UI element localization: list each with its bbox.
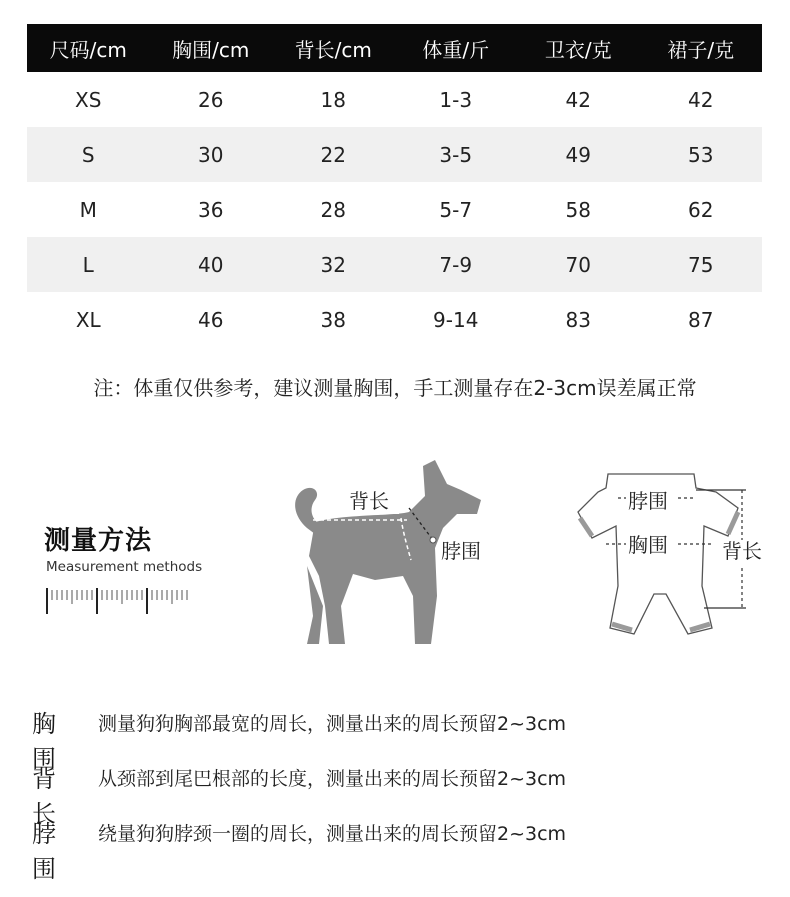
table-cell: 38 [320,307,346,332]
header-back-length: 背长/cm [272,24,395,72]
table-cell: 62 [688,197,714,222]
table-cell: 30 [150,127,273,182]
table-cell: 3-5 [395,127,518,182]
header-size: 尺码/cm [27,24,150,72]
table-cell: S [27,127,150,182]
measurement-method-subtitle: Measurement methods [46,559,203,575]
header-chest: 胸围/cm [150,24,273,72]
header-weight: 体重/斤 [395,24,518,72]
table-row [27,182,762,237]
table-cell: 83 [565,307,591,332]
table-cell: L [27,237,150,292]
neck-label: 脖围 [441,539,481,563]
table-row [27,237,762,292]
table-cell: 7-9 [395,237,518,292]
dog-measurement-diagram [285,456,495,651]
table-cell: 26 [198,87,224,112]
table-cell: M [79,197,97,222]
table-cell: 1-3 [439,87,473,112]
table-cell: 36 [198,197,224,222]
table-cell: 22 [272,127,395,182]
definition-term: 胸围 [32,710,56,773]
table-cell: 46 [198,307,224,332]
header-hoodie-weight: 卫衣/克 [517,24,640,72]
table-cell: 42 [688,87,714,112]
definition-desc: 测量狗狗胸部最宽的周长，测量出来的周长预留2~3cm [98,713,567,735]
table-cell: 87 [688,307,714,332]
header-dress-weight: 裙子/克 [640,24,763,72]
table-cell: 53 [640,127,763,182]
back-length-label: 背长 [349,489,389,513]
measurement-method-title: 测量方法 [44,526,153,556]
table-row [27,292,762,347]
table-cell: 49 [517,127,640,182]
table-cell: 5-7 [439,197,473,222]
ruler-icon [44,586,194,618]
table-header-row [27,24,762,72]
table-cell: 75 [640,237,763,292]
size-chart-table [27,24,762,347]
table-cell: 70 [517,237,640,292]
table-cell: XS [75,87,102,112]
chest-label: 胸围 [349,587,389,611]
weight-disclaimer-note: 注：体重仅供参考，建议测量胸围，手工测量存在2-3cm误差属正常 [93,376,697,400]
table-cell: 32 [272,237,395,292]
garment-measurement-diagram [562,468,772,653]
table-cell: 40 [150,237,273,292]
definition-desc: 绕量狗狗脖颈一圈的周长，测量出来的周长预留2~3cm [98,823,567,845]
garment-back-label: 背长 [722,539,762,563]
garment-neck-label: 脖围 [628,489,668,513]
definition-term: 背长 [32,765,56,828]
table-cell: 28 [320,197,346,222]
table-cell: 42 [565,87,591,112]
definition-desc: 从颈部到尾巴根部的长度，测量出来的周长预留2~3cm [98,768,567,790]
table-row [27,72,762,127]
table-cell: 9-14 [433,307,479,332]
table-cell: 58 [565,197,591,222]
garment-chest-label: 胸围 [628,533,668,557]
table-row [27,127,762,182]
table-cell: 18 [320,87,346,112]
definition-term: 脖围 [32,820,56,883]
table-cell: XL [75,307,101,332]
